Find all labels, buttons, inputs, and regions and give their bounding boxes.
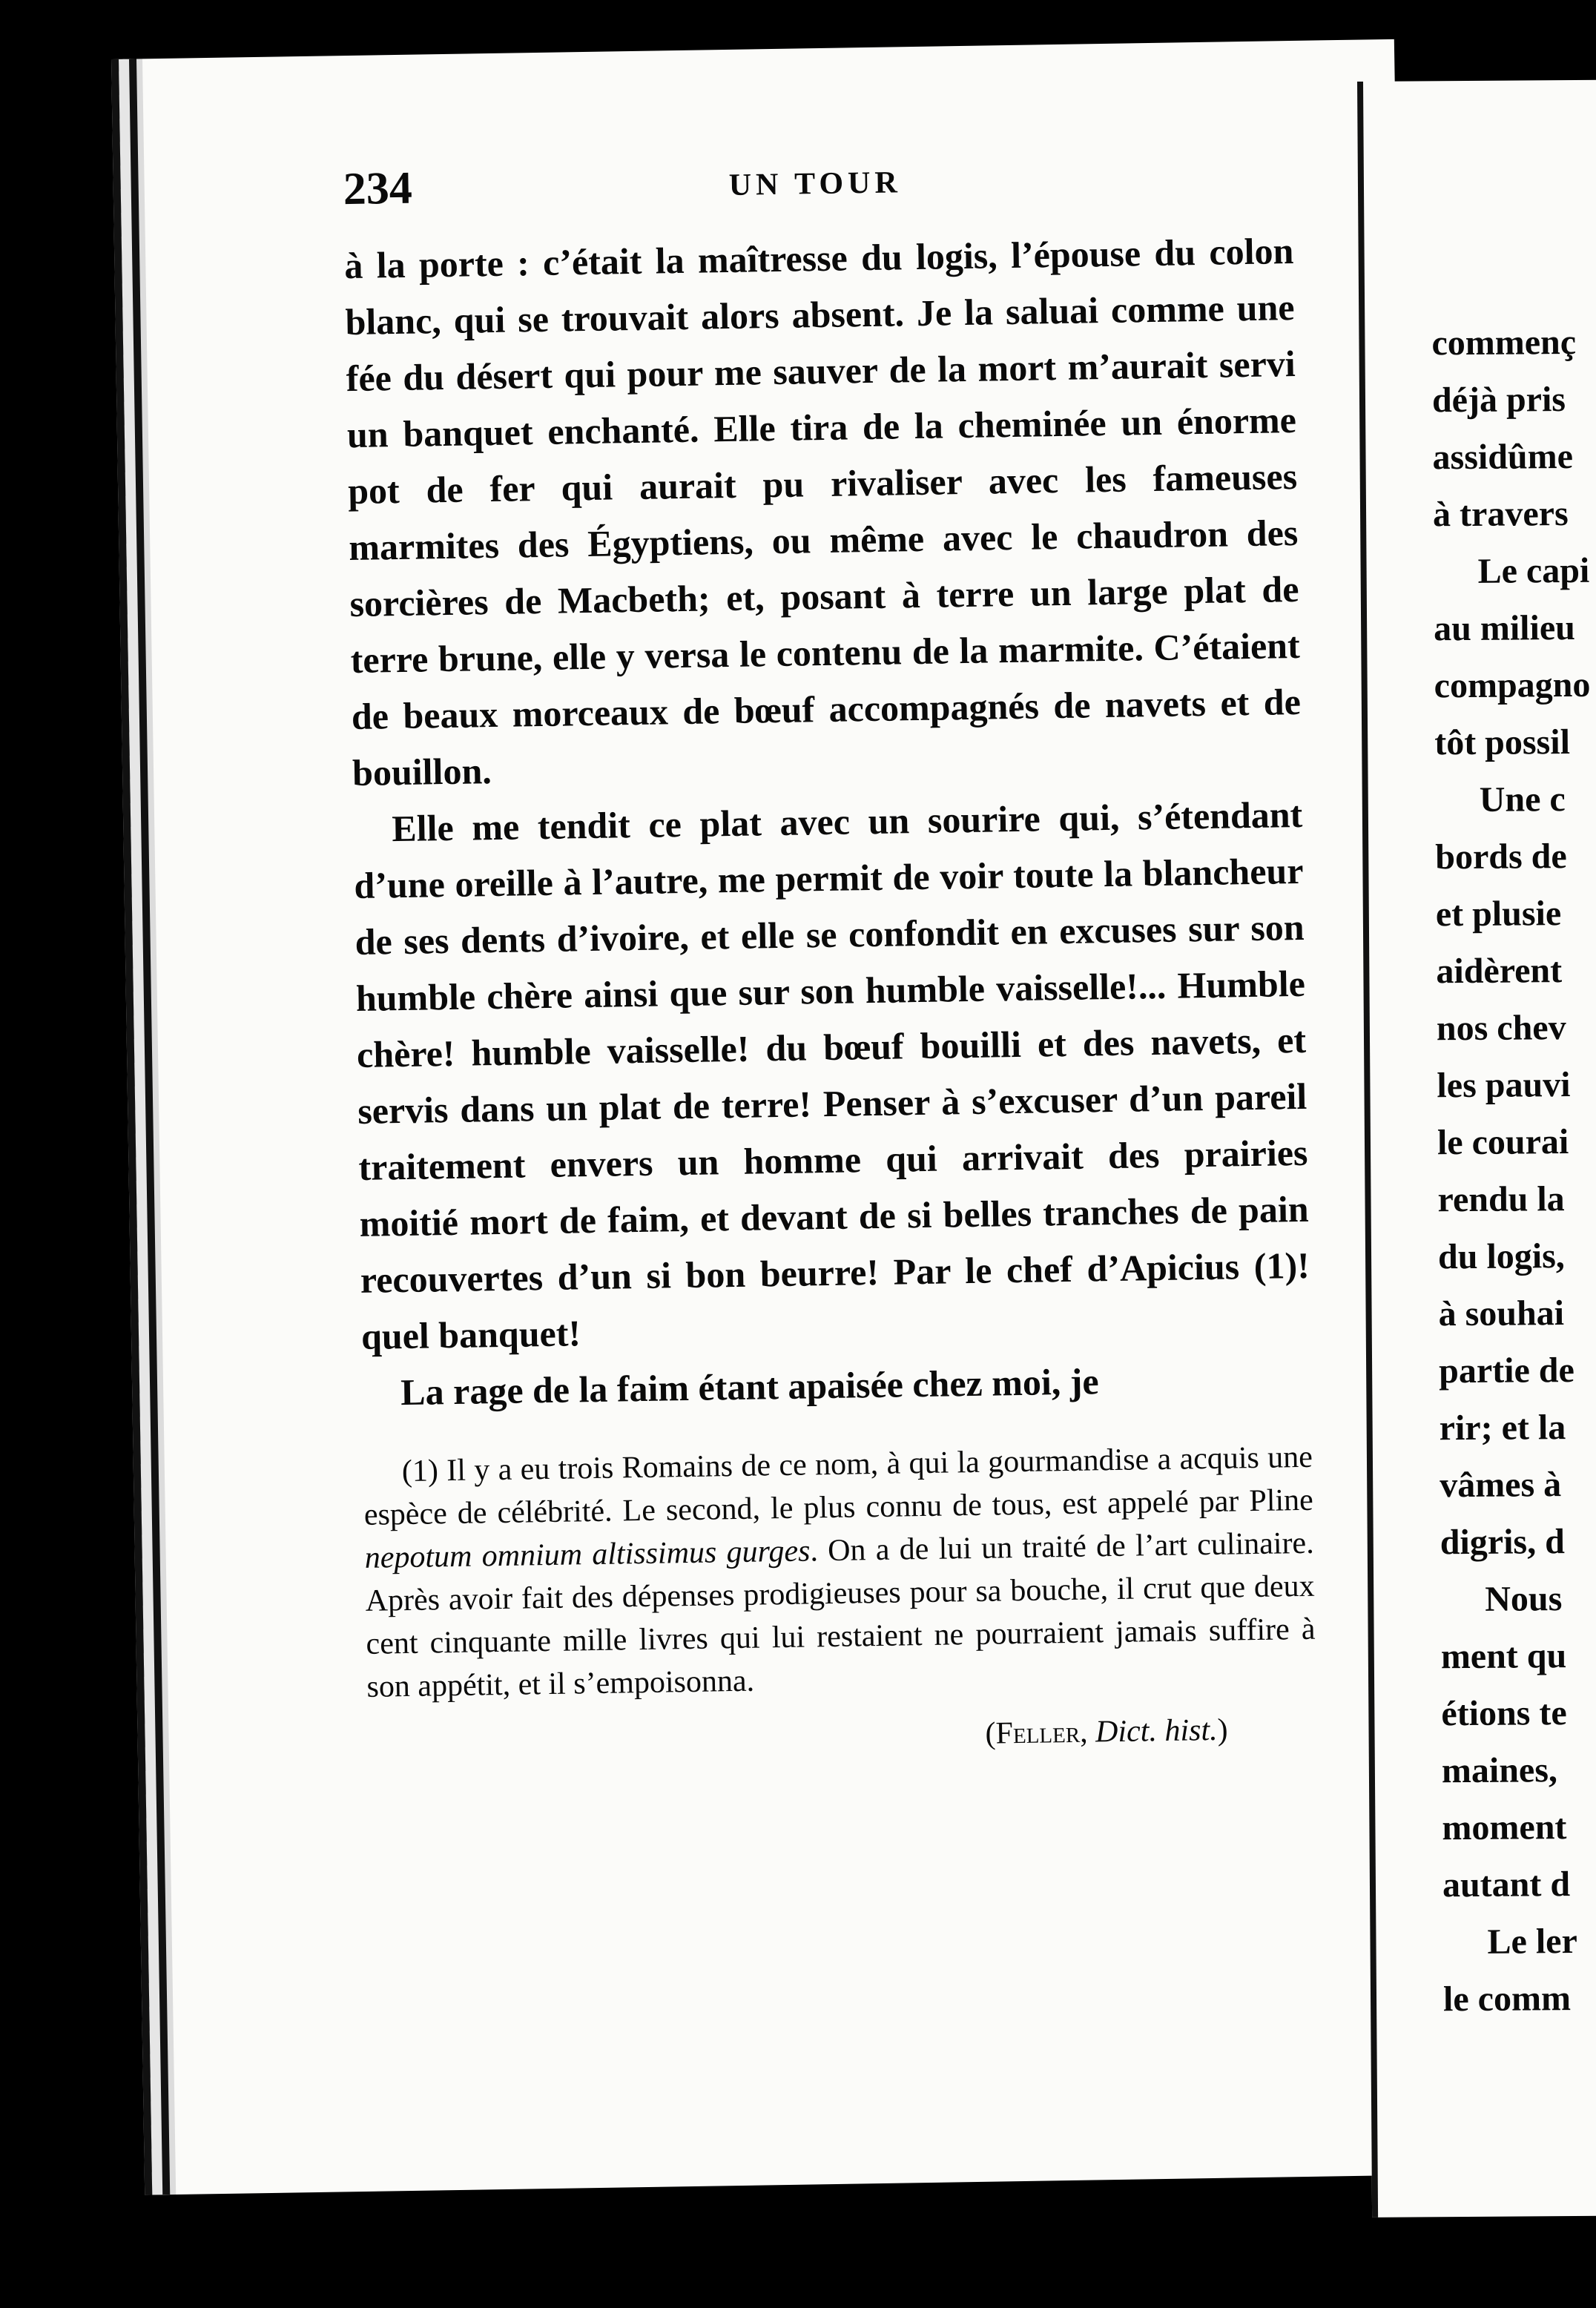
paragraph: à la porte : c’était la maîtresse du logis, l’épouse du colon blanc, qui se trouvait alors absent. Je la saluai comme une fée du désert qui pour me sauver de la mort m’aurait servi un banquet enchanté. Elle tira de la cheminée un énorme pot de fer qui aurait pu rivaliser avec les fameuses marmites des Égyptiens, ou même avec le chaudron des sorcières de Macbeth; et, posant à terre un large plat de terre brune, elle y versa le contenu de la marmite. C’étaient de beaux morceaux de bœuf accompagnés de navets et de bouillon. <box>343 229 1302 794</box>
right-page-line: commenç <box>1431 322 1577 363</box>
footnote-text-part: (1) Il y a eu trois Romains de ce nom, à qui la gourmandise a acquis une espèce de célébrité. Le second, le plus connu de tous, est appelé par Pline <box>363 1440 1314 1532</box>
right-page <box>1357 79 1596 2217</box>
right-page-line: le courai <box>1437 1122 1569 1163</box>
right-page-line: du logis, <box>1437 1236 1565 1277</box>
right-page-line: au milieu <box>1433 607 1576 649</box>
right-page-text <box>1431 312 1596 2028</box>
right-page-line: aidèrent <box>1436 951 1563 992</box>
right-page-line: moment <box>1442 1807 1567 1848</box>
running-head: UN TOUR <box>728 165 903 202</box>
left-page-content <box>343 148 1317 1765</box>
left-page <box>111 39 1428 2195</box>
footnote-text-part: . On a de lui un traité de l’art culinaire. Après avoir fait des dépenses prodigieuses pour sa bouche, il crut que deux cent cinquante mille livres qui lui restaient ne pourraient jamais suffire à son appétit, et il s’empoisonna. <box>365 1526 1316 1704</box>
right-page-line: à travers <box>1432 494 1569 535</box>
paragraph: La rage de la faim étant apaisée chez moi, je <box>400 1360 1100 1414</box>
right-page-line: nos chev <box>1436 1008 1566 1049</box>
right-page-line: bords de <box>1435 837 1567 877</box>
right-page-line: partie de <box>1438 1350 1574 1391</box>
right-page-line: Le ler <box>1487 1921 1577 1962</box>
right-page-line: autant d <box>1442 1864 1571 1905</box>
footnote-source-author: Feller <box>995 1715 1081 1751</box>
right-page-line: étions te <box>1441 1693 1567 1734</box>
footnote-source-title: Dict. hist. <box>1095 1712 1218 1750</box>
right-page-line: Le capi <box>1477 550 1590 591</box>
right-page-line: rendu la <box>1437 1179 1565 1220</box>
right-page-line: et plusie <box>1435 894 1562 934</box>
right-page-line: ment qu <box>1440 1636 1567 1677</box>
right-page-line: Une c <box>1479 779 1566 820</box>
page-header <box>343 148 1293 222</box>
right-page-line: compagno <box>1434 665 1591 706</box>
body-text <box>344 222 1312 1421</box>
right-page-line: déjà pris <box>1431 380 1566 421</box>
right-page-line: tôt possil <box>1434 722 1571 763</box>
footnote-latin-quote: nepotum omnium altissimus gurges <box>364 1534 811 1575</box>
footnote-source: (Feller, Dict. hist.) <box>985 1712 1228 1751</box>
right-page-line: rir; et la <box>1439 1408 1566 1448</box>
right-page-line: les pauvi <box>1437 1065 1571 1106</box>
page-number: 234 <box>343 162 413 215</box>
footnote <box>363 1436 1318 1765</box>
right-page-line: assidûme <box>1432 436 1574 478</box>
right-page-line: vâmes à <box>1440 1465 1562 1506</box>
right-page-line: maines, <box>1441 1750 1558 1791</box>
paragraph: Elle me tendit ce plat avec un sourire qui, s’étendant d’une oreille à l’autre, me permit de voir toute la blancheur de ses dents d’ivoire, et elle se confondit en excuses sur son humble chère ainsi que sur son humble vaisselle!... Humble chère! humble vaisselle! du bœuf bouilli et des navets, et servis dans un plat de terre! Penser à s’excuser d’un pareil traitement envers un homme qui arrivait des prairies moitié mort de faim, et devant de si belles tranches de pain recouvertes d’un si bon beurre! Par le chef d’Apicius (1)! quel banquet! <box>354 793 1310 1357</box>
right-page-line: Nous <box>1485 1579 1563 1619</box>
right-page-line: le comm <box>1442 1979 1572 2019</box>
footnote-text <box>363 1436 1316 1709</box>
right-page-line: à souhai <box>1438 1293 1565 1334</box>
right-page-line: digris, d <box>1440 1522 1565 1563</box>
